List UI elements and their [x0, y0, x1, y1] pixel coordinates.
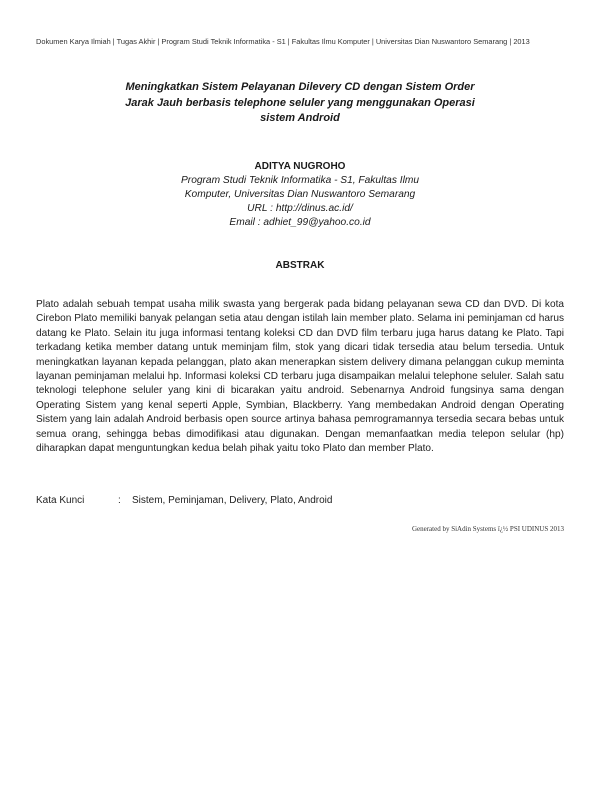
author-url: URL : http://dinus.ac.id/: [247, 203, 353, 214]
abstract-heading: ABSTRAK: [275, 260, 325, 271]
keywords-value: Sistem, Peminjaman, Delivery, Plato, Android: [132, 495, 333, 506]
author-block: [80, 160, 520, 230]
author-name: ADITYA NUGROHO: [254, 161, 346, 172]
paper-title-line: Meningkatkan Sistem Pelayanan Dilevery CD dengan Sistem Order: [125, 81, 475, 93]
generator-footer: Generated by SiAdin Systems ï¿½ PSI UDINUS 2013: [411, 525, 564, 533]
document-header-note: Dokumen Karya Ilmiah | Tugas Akhir | Program Studi Teknik Informatika - S1 | Fakultas Ilmu Komputer | Universitas Dian Nuswantoro Semarang | 2013: [36, 37, 530, 46]
author-affiliation: Komputer, Universitas Dian Nuswantoro Semarang: [184, 189, 416, 200]
keywords-line: [36, 494, 564, 508]
paper-title-line: sistem Android: [260, 112, 340, 124]
keywords-separator: :: [118, 495, 121, 506]
paper-title: [80, 80, 520, 127]
paper-title-line: Jarak Jauh berbasis telephone seluler yang menggunakan Operasi: [125, 96, 475, 109]
author-email: Email : adhiet_99@yahoo.co.id: [229, 217, 371, 228]
abstract-body: Plato adalah sebuah tempat usaha milik swasta yang bergerak pada bidang pelayanan sewa CD dan DVD. Di kota Cirebon Plato memiliki banyak pelangan setia atau dengan istilah lain member plato. Selama ini peminjaman cd harus datang ke Plato. Selain itu juga informasi tentang koleksi CD dan DVD film terbaru juga harus datang ke Plato. Tapi terkadang ketika member datang untuk meminjam film, stok yang dicari tidak tersedia atau belum tersedia. Untuk meningkatkan layanan kepada pelanggan, plato akan menerapkan sistem delivery dimana pelanggan cukup meminta layanan peminjaman melalui hp. Informasi koleksi CD terbaru juga disampaikan melalui telephone seluler. Salah satu teknologi telephone seluler yang kini di bicarakan yaitu android. Sebenarnya Android fungsinya sama dengan Operating Sistem yang kenal seperti Apple, Symbian, Blackberry. Yang membedakan Android dengan Operating Sistem yang lain adalah Android berbasis open source artinya bahasa pemrogramannya tersedia secara bebas untuk semua orang, sehingga bebas dimodifikasi atau digunakan. Dengan memanfaatkan media telepon selular (hp) diharapkan dapat menguntungkan kedua belah pihak yaitu toko Plato dan member Plato.: [36, 299, 564, 455]
keywords-label: Kata Kunci: [36, 495, 85, 506]
author-affiliation: Program Studi Teknik Informatika - S1, Fakultas Ilmu: [181, 175, 419, 186]
